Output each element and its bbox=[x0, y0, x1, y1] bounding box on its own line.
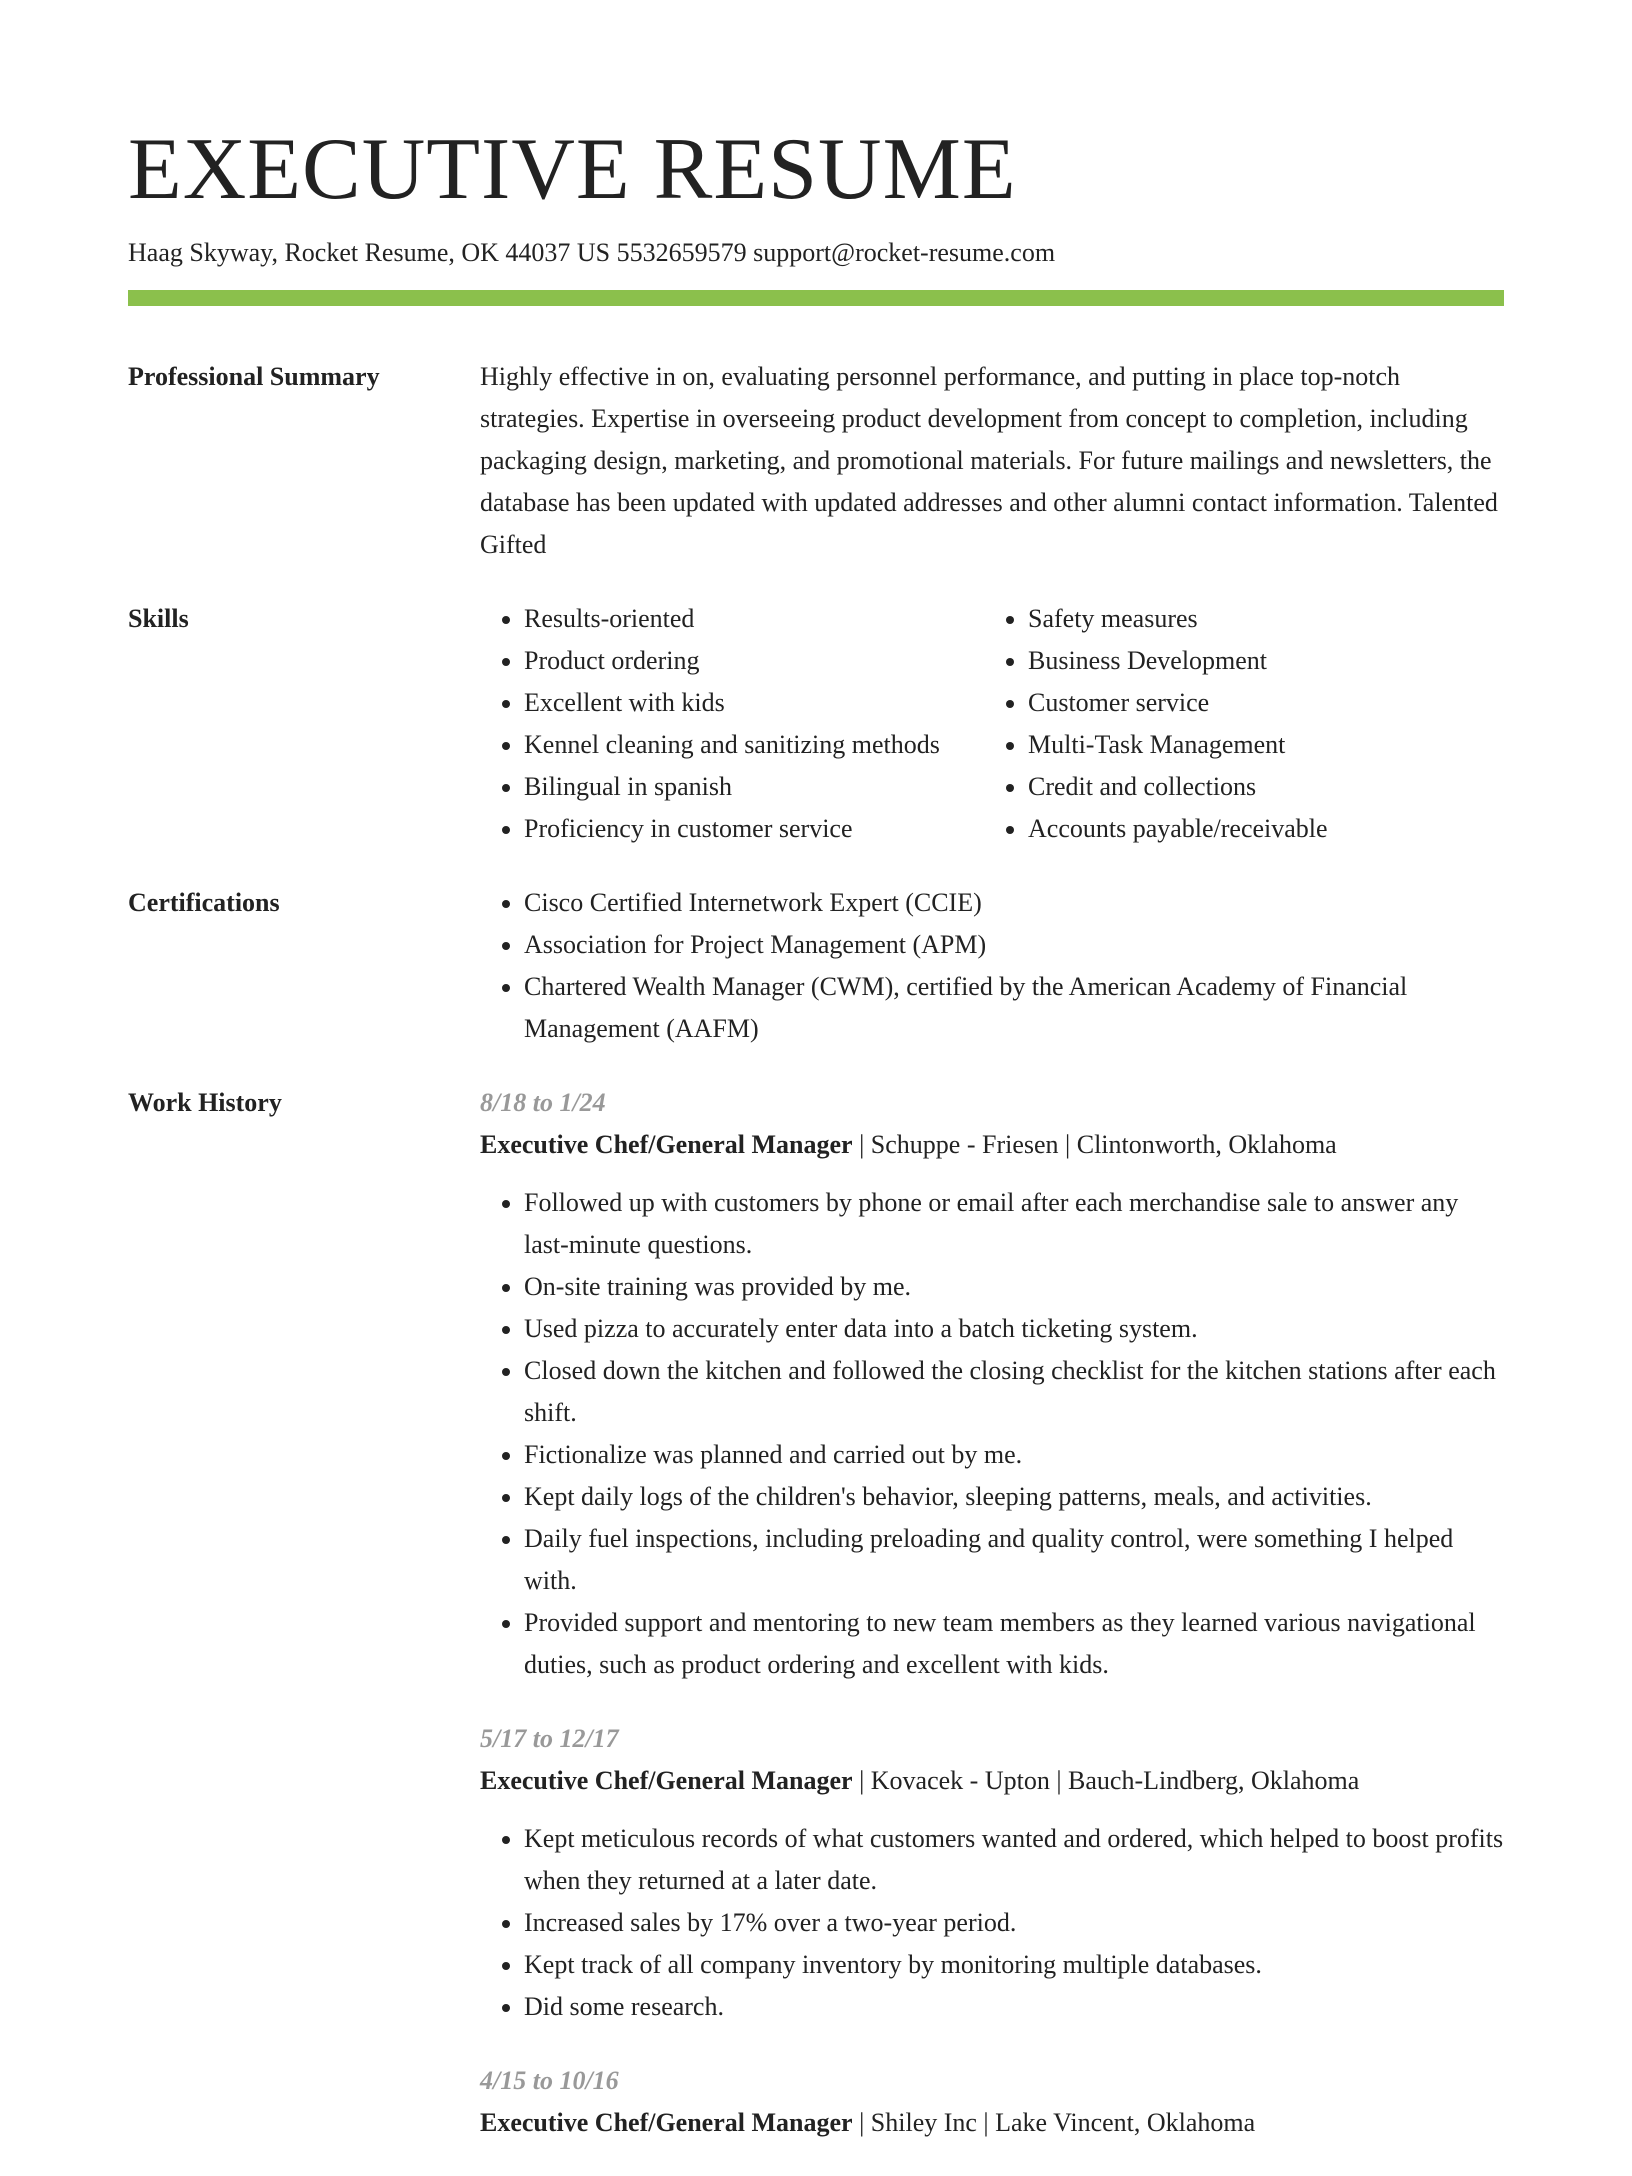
work-history-section bbox=[128, 1082, 1504, 2176]
skills-list-1 bbox=[480, 598, 984, 850]
skill-item: • Customer service bbox=[1028, 682, 1504, 724]
skill-item: • Product ordering bbox=[524, 640, 984, 682]
certification-item: • Chartered Wealth Manager (CWM), certified by the American Academy of Financial Management (AAFM) bbox=[524, 966, 1504, 1050]
skill-item: • Bilingual in spanish bbox=[524, 766, 984, 808]
job-title-line bbox=[480, 1760, 1504, 1802]
header-divider bbox=[128, 290, 1504, 306]
summary-section bbox=[128, 356, 1504, 566]
job-details: | Shiley Inc | Lake Vincent, Oklahoma bbox=[852, 2108, 1256, 2137]
job-bullet: • Daily fuel inspections, including preloading and quality control, were something I helped with. bbox=[524, 1518, 1504, 1602]
job-bullet: • Kept daily logs of the children's behavior, sleeping patterns, meals, and activities. bbox=[524, 1476, 1504, 1518]
job-bullet: • Kept meticulous records of what customers wanted and ordered, which helped to boost profits when they returned at a later date. bbox=[524, 1818, 1504, 1902]
certifications-list bbox=[480, 882, 1504, 1050]
job-title-line bbox=[480, 1124, 1504, 1166]
certifications-section bbox=[128, 882, 1504, 1050]
skill-item: • Safety measures bbox=[1028, 598, 1504, 640]
job-details: | Schuppe - Friesen | Clintonworth, Oklahoma bbox=[852, 1130, 1337, 1159]
certifications-label: Certifications bbox=[128, 888, 280, 917]
job-dates: 5/17 to 12/17 bbox=[480, 1724, 619, 1753]
summary-text: Highly effective in on, evaluating personnel performance, and putting in place top-notch strategies. Expertise in overseeing product development from concept to completion, including packaging design, marketing, and promotional materials. For future mailings and newsletters, the database has been updated with updated addresses and other alumni contact information. Talented Gifted bbox=[480, 362, 1498, 559]
skill-item: • Kennel cleaning and sanitizing methods bbox=[524, 724, 984, 766]
job-bullet: • Followed up with customers by phone or email after each merchandise sale to answer any last-minute questions. bbox=[524, 1182, 1504, 1266]
certifications-body bbox=[480, 882, 1504, 1050]
job-details: | Kovacek - Upton | Bauch-Lindberg, Oklahoma bbox=[852, 1766, 1360, 1795]
skills-grid bbox=[480, 598, 1504, 850]
job-bullet: • On-site training was provided by me. bbox=[524, 1266, 1504, 1308]
resume-page bbox=[128, 118, 1504, 2176]
job-bullet: • Increased sales by 17% over a two-year period. bbox=[524, 1902, 1504, 1944]
skills-list-2 bbox=[984, 598, 1504, 850]
work-history-label: Work History bbox=[128, 1088, 282, 1117]
job-bullet-list bbox=[480, 1818, 1504, 2028]
work-history-body bbox=[480, 1082, 1504, 2176]
contact-line: Haag Skyway, Rocket Resume, OK 44037 US 5532659579 support@rocket-resume.com bbox=[128, 238, 1056, 267]
job-title: Executive Chef/General Manager bbox=[480, 1130, 853, 1159]
job-bullet: • Used pizza to accurately enter data into a batch ticketing system. bbox=[524, 1308, 1504, 1350]
skill-item: • Multi-Task Management bbox=[1028, 724, 1504, 766]
certification-item: • Association for Project Management (APM) bbox=[524, 924, 1504, 966]
skill-item: • Results-oriented bbox=[524, 598, 984, 640]
skill-item: • Credit and collections bbox=[1028, 766, 1504, 808]
summary-label: Professional Summary bbox=[128, 362, 380, 391]
resume-title: EXECUTIVE RESUME bbox=[128, 121, 1017, 218]
job-bullet-list bbox=[480, 1182, 1504, 1686]
skill-item: • Business Development bbox=[1028, 640, 1504, 682]
skill-item: • Excellent with kids bbox=[524, 682, 984, 724]
job-title-line bbox=[480, 2102, 1504, 2144]
skill-item: • Proficiency in customer service bbox=[524, 808, 984, 850]
job-bullet: • Fictionalize was planned and carried out by me. bbox=[524, 1434, 1504, 1476]
skills-column-2 bbox=[984, 598, 1504, 850]
job-dates: 4/15 to 10/16 bbox=[480, 2066, 619, 2095]
job-bullet: • Did some research. bbox=[524, 1986, 1504, 2028]
job-title: Executive Chef/General Manager bbox=[480, 1766, 853, 1795]
job-entry bbox=[480, 2060, 1504, 2144]
skills-label: Skills bbox=[128, 604, 189, 633]
job-entry bbox=[480, 1718, 1504, 2028]
job-bullet: • Closed down the kitchen and followed the closing checklist for the kitchen stations after each shift. bbox=[524, 1350, 1504, 1434]
job-entry bbox=[480, 1082, 1504, 1686]
job-title: Executive Chef/General Manager bbox=[480, 2108, 853, 2137]
skills-column-1 bbox=[480, 598, 984, 850]
certification-item: • Cisco Certified Internetwork Expert (CCIE) bbox=[524, 882, 1504, 924]
job-bullet: • Kept track of all company inventory by monitoring multiple databases. bbox=[524, 1944, 1504, 1986]
job-dates: 8/18 to 1/24 bbox=[480, 1088, 606, 1117]
skill-item: • Accounts payable/receivable bbox=[1028, 808, 1504, 850]
job-bullet: • Provided support and mentoring to new team members as they learned various navigational duties, such as product ordering and excellent with kids. bbox=[524, 1602, 1504, 1686]
skills-section bbox=[128, 598, 1504, 850]
